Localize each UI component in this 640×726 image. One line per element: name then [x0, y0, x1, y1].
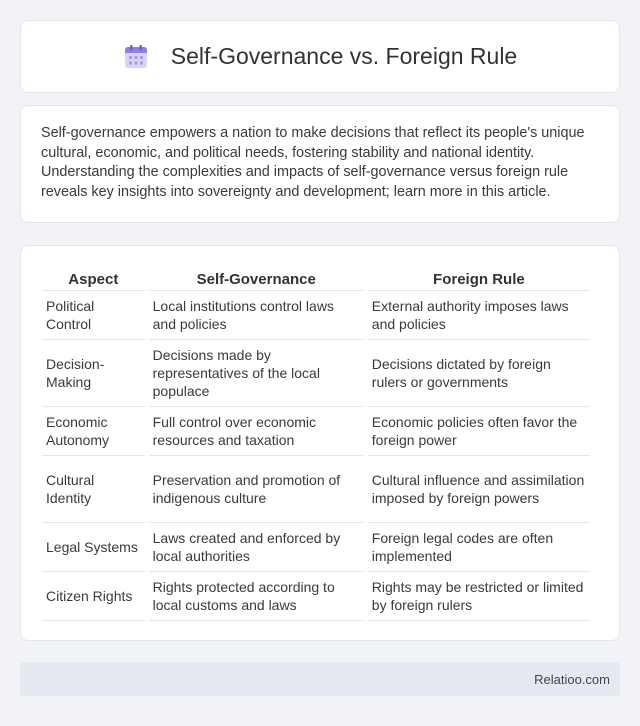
title-card: [20, 20, 620, 93]
self-governance-cell: Full control over economic resources and taxation: [149, 407, 364, 456]
foreign-rule-cell: Cultural influence and assimilation imposed by foreign powers: [368, 456, 590, 523]
self-governance-cell: Decisions made by representatives of the local populace: [149, 340, 364, 407]
foreign-rule-cell: Decisions dictated by foreign rulers or governments: [368, 340, 590, 407]
foreign-rule-cell: Rights may be restricted or limited by foreign rulers: [368, 572, 590, 621]
aspect-cell: Economic Autonomy: [42, 407, 145, 456]
aspect-cell: Cultural Identity: [42, 456, 145, 523]
aspect-cell: Political Control: [42, 291, 145, 340]
header-foreign-rule: Foreign Rule: [368, 264, 590, 291]
intro-card: [20, 105, 620, 223]
page-title: Self-Governance vs. Foreign Rule: [170, 43, 518, 69]
table-row: [42, 407, 590, 456]
header-aspect: Aspect: [42, 264, 145, 291]
self-governance-cell: Local institutions control laws and policies: [149, 291, 364, 340]
self-governance-cell: Laws created and enforced by local authorities: [149, 523, 364, 572]
aspect-cell: Citizen Rights: [42, 572, 145, 621]
comparison-card: [20, 245, 620, 641]
table-row: [42, 572, 590, 621]
table-row: [42, 523, 590, 572]
foreign-rule-cell: Economic policies often favor the foreign power: [368, 407, 590, 456]
footer-site-link[interactable]: Relatioo.com: [534, 671, 610, 687]
calendar-icon: [123, 44, 149, 70]
foreign-rule-cell: External authority imposes laws and policies: [368, 291, 590, 340]
comparison-table: [38, 264, 594, 621]
table-row: [42, 291, 590, 340]
header-self-governance: Self-Governance: [149, 264, 364, 291]
table-header-row: [42, 264, 590, 291]
foreign-rule-cell: Foreign legal codes are often implemented: [368, 523, 590, 572]
table-row: [42, 340, 590, 407]
aspect-cell: Legal Systems: [42, 523, 145, 572]
self-governance-cell: Rights protected according to local customs and laws: [149, 572, 364, 621]
aspect-cell: Decision-Making: [42, 340, 145, 407]
self-governance-cell: Preservation and promotion of indigenous culture: [149, 456, 364, 523]
footer: [20, 662, 620, 696]
table-row: [42, 456, 590, 523]
intro-paragraph: Self-governance empowers a nation to make decisions that reflect its people's unique cultural, economic, and political needs, fostering stability and national identity. Understanding the complexities and impacts of self-governance versus foreign rule reveals key insights into sovereignty and development; learn more in this article.: [41, 125, 585, 200]
